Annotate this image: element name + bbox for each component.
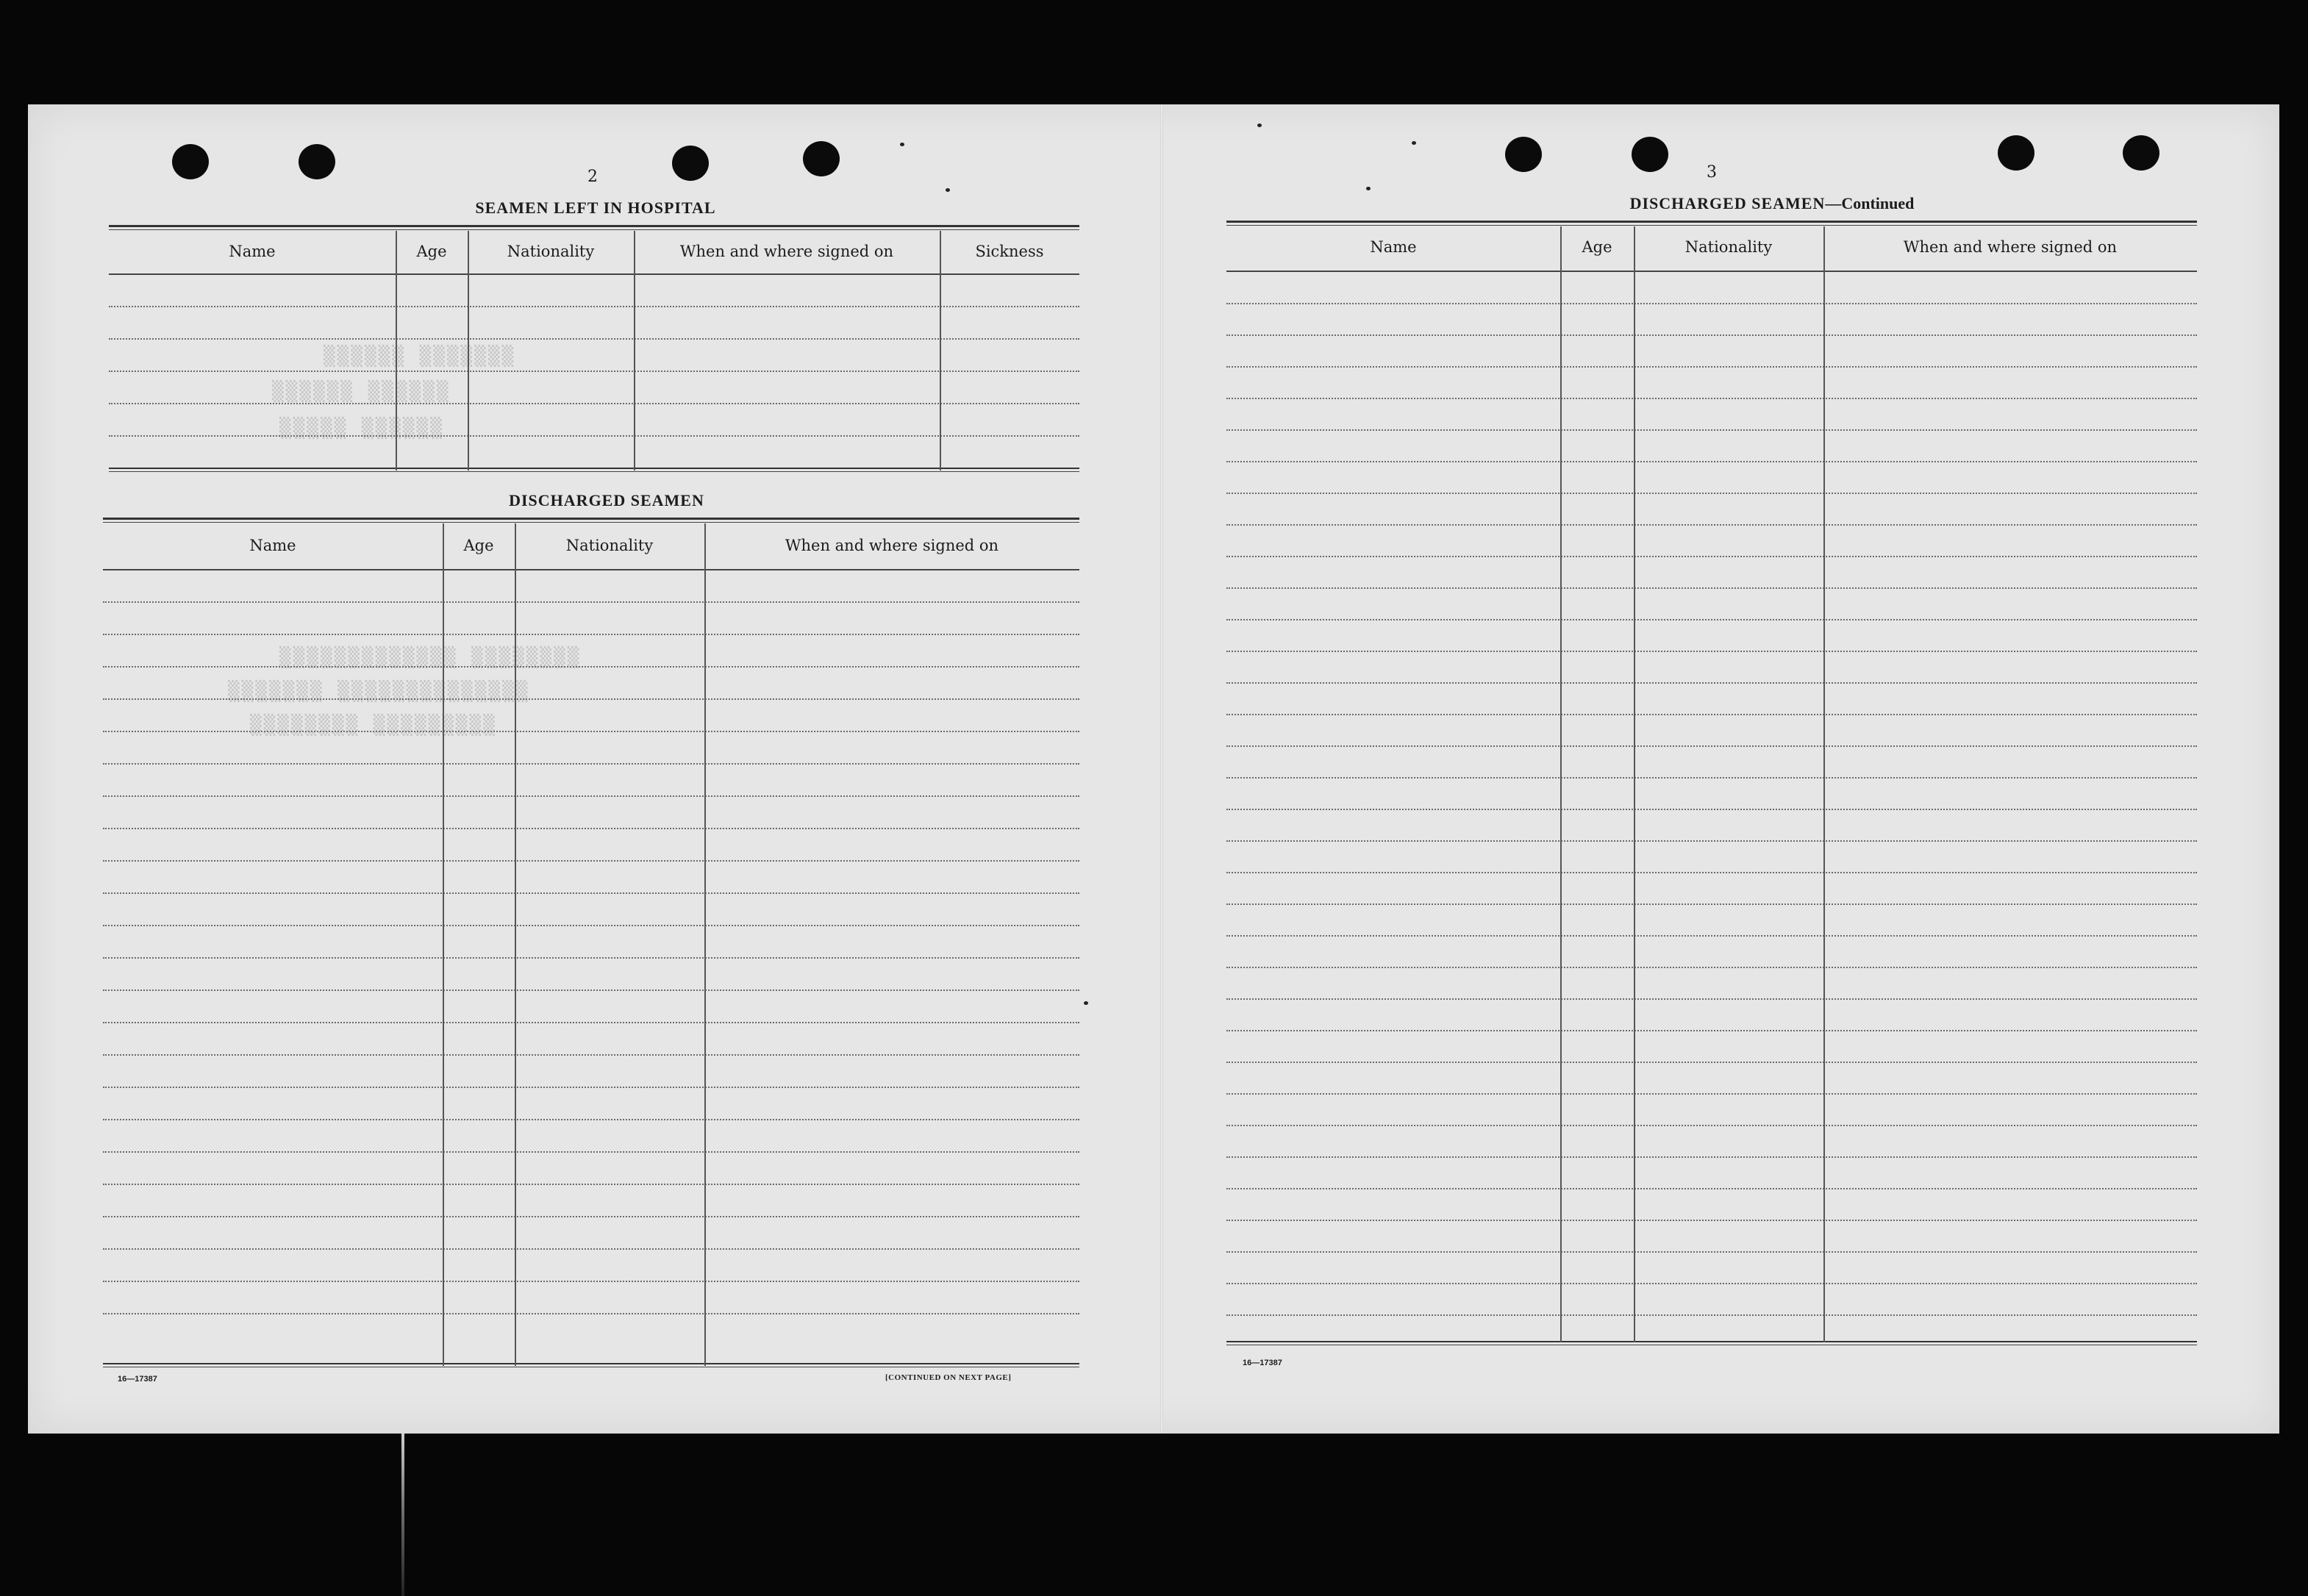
column-header-age: Age	[463, 537, 494, 554]
table-row	[103, 731, 1079, 732]
column-header-age: Age	[1582, 238, 1612, 256]
table-row	[1226, 619, 2197, 620]
table-row	[103, 698, 1079, 700]
table-row	[103, 860, 1079, 862]
table-row	[1226, 1062, 2197, 1063]
form-number-right: 16—17387	[1243, 1359, 1282, 1367]
table-row	[1226, 429, 2197, 431]
table-row	[1226, 1220, 2197, 1221]
punch-hole	[299, 144, 335, 179]
table-row	[103, 601, 1079, 603]
column-header-nationality: Nationality	[1684, 238, 1773, 256]
column-divider	[1634, 226, 1635, 1342]
table-row	[103, 1248, 1079, 1250]
bleed-through: ▒▒▒▒▒▒▒▒▒▒▒▒▒ ▒▒▒▒▒▒▒▒	[279, 647, 582, 669]
table-row	[1226, 935, 2197, 937]
table-row	[1226, 903, 2197, 905]
discharged-section-title: DISCHARGED SEAMEN	[509, 491, 704, 509]
table-top-rule	[103, 518, 1079, 523]
discharged-table-left	[103, 518, 1079, 1367]
table-row	[1226, 524, 2197, 526]
table-row	[1226, 714, 2197, 715]
table-row	[1226, 1125, 2197, 1126]
discharged-table-right	[1226, 221, 2197, 1353]
table-row	[1226, 398, 2197, 399]
table-row	[1226, 1030, 2197, 1031]
table-row	[1226, 334, 2197, 336]
table-row	[1226, 1093, 2197, 1095]
discharged-continued-title	[1471, 194, 2073, 213]
scan-streak	[401, 1434, 404, 1596]
header-rule	[109, 273, 1079, 275]
table-row	[109, 435, 1079, 437]
table-bottom-rule	[103, 1363, 1079, 1367]
table-row	[1226, 809, 2197, 810]
table-row	[1226, 1314, 2197, 1316]
table-row	[103, 1087, 1079, 1088]
speck	[1366, 187, 1371, 190]
table-row	[109, 338, 1079, 340]
column-divider	[1560, 226, 1562, 1342]
column-header-signed-on: When and where signed on	[679, 243, 894, 260]
table-row	[1226, 967, 2197, 968]
table-row	[109, 306, 1079, 307]
speck	[946, 188, 950, 192]
table-row	[103, 892, 1079, 894]
table-row	[1226, 1251, 2197, 1253]
table-row	[103, 957, 1079, 959]
punch-hole	[1505, 137, 1542, 172]
page-number-right: 3	[1707, 163, 1717, 182]
table-row	[103, 1022, 1079, 1023]
column-divider	[443, 523, 444, 1366]
header-rule	[1226, 271, 2197, 272]
column-header-nationality: Nationality	[565, 537, 654, 554]
table-row	[103, 795, 1079, 797]
table-row	[1226, 556, 2197, 557]
hospital-section-title: SEAMEN LEFT IN HOSPITAL	[475, 198, 716, 217]
table-bottom-rule	[1226, 1341, 2197, 1345]
table-row	[103, 1216, 1079, 1217]
column-divider	[1823, 226, 1825, 1342]
table-bottom-rule	[109, 468, 1079, 472]
table-top-rule	[109, 225, 1079, 230]
column-header-sickness: Sickness	[975, 243, 1044, 260]
table-row	[1226, 366, 2197, 368]
column-header-age: Age	[416, 243, 447, 260]
table-row	[1226, 303, 2197, 304]
hospital-table	[109, 225, 1079, 472]
bleed-through: ▒▒▒▒▒▒ ▒▒▒▒▒▒▒	[324, 346, 516, 368]
bleed-through: ▒▒▒▒▒▒ ▒▒▒▒▒▒	[272, 381, 451, 403]
column-divider	[396, 231, 397, 470]
table-row	[103, 634, 1079, 635]
table-row	[103, 1313, 1079, 1314]
table-row	[1226, 651, 2197, 652]
form-number-left: 16—17387	[118, 1375, 157, 1384]
bleed-through: ▒▒▒▒▒▒▒ ▒▒▒▒▒▒▒▒▒▒▒▒▒▒	[228, 681, 530, 703]
continued-note: [CONTINUED ON NEXT PAGE]	[885, 1373, 1012, 1382]
page-number-left: 2	[587, 168, 598, 186]
table-row	[109, 403, 1079, 404]
table-row	[1226, 682, 2197, 684]
table-row	[1226, 493, 2197, 494]
discharged-continued-title-main: DISCHARGED SEAMEN	[1629, 194, 1826, 212]
punch-hole	[1998, 135, 2034, 171]
punch-hole	[672, 146, 709, 181]
header-rule	[103, 569, 1079, 570]
table-row	[1226, 745, 2197, 747]
table-row	[1226, 998, 2197, 1000]
table-row	[103, 1119, 1079, 1120]
bleed-through: ▒▒▒▒▒▒▒▒ ▒▒▒▒▒▒▒▒▒	[250, 715, 497, 737]
table-row	[1226, 1283, 2197, 1284]
column-divider	[468, 231, 469, 470]
table-row	[103, 1151, 1079, 1153]
table-row	[1226, 1188, 2197, 1189]
column-header-name: Name	[229, 243, 276, 260]
discharged-continued-title-suffix: —Continued	[1825, 194, 1915, 212]
column-header-name: Name	[249, 537, 296, 554]
table-row	[1226, 461, 2197, 462]
speck	[1084, 1001, 1088, 1005]
table-top-rule	[1226, 221, 2197, 226]
column-divider	[704, 523, 706, 1366]
table-row	[103, 1184, 1079, 1185]
table-row	[103, 828, 1079, 829]
punch-hole	[172, 144, 209, 179]
speck	[900, 143, 904, 146]
table-row	[103, 763, 1079, 765]
table-row	[1226, 1156, 2197, 1158]
punch-hole	[803, 141, 840, 176]
column-header-signed-on: When and where signed on	[1903, 238, 2118, 256]
table-row	[1226, 777, 2197, 779]
table-row	[1226, 872, 2197, 873]
table-row	[103, 925, 1079, 926]
table-row	[1226, 840, 2197, 842]
table-row	[103, 1281, 1079, 1282]
bleed-through: ▒▒▒▒▒ ▒▒▒▒▒▒	[279, 418, 444, 440]
column-header-nationality: Nationality	[507, 243, 595, 260]
table-row	[103, 990, 1079, 991]
page-fold	[1160, 104, 1163, 1434]
column-divider	[940, 231, 941, 470]
punch-hole	[2123, 135, 2159, 171]
table-row	[109, 371, 1079, 372]
table-row	[103, 1054, 1079, 1056]
column-header-signed-on: When and where signed on	[785, 537, 999, 554]
table-row	[103, 666, 1079, 668]
column-divider	[634, 231, 635, 470]
speck	[1257, 124, 1262, 127]
column-divider	[515, 523, 516, 1366]
column-header-name: Name	[1370, 238, 1417, 256]
table-row	[1226, 587, 2197, 589]
punch-hole	[1632, 137, 1668, 172]
speck	[1412, 141, 1416, 145]
